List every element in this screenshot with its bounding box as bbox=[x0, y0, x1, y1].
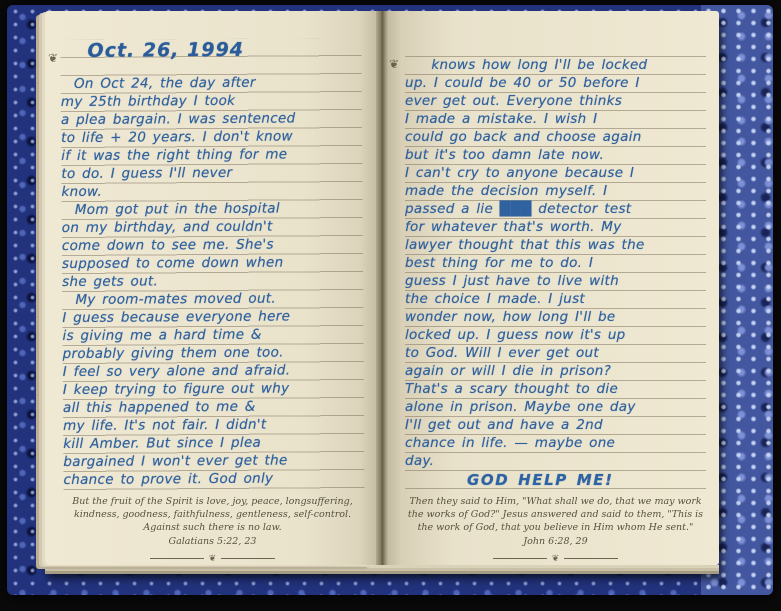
left-page-content bbox=[45, 11, 376, 565]
left-verse-block bbox=[62, 496, 363, 564]
right-verse-block bbox=[405, 496, 706, 564]
handwriting-line: my life. It's not fair. I didn't bbox=[63, 416, 267, 435]
handwriting-line: alone in prison. Maybe one day bbox=[405, 399, 636, 415]
handwriting-line: to do. I guess I'll never bbox=[61, 164, 233, 183]
handwriting-line: guess I just have to live with bbox=[405, 273, 619, 289]
handwriting-line: my 25th birthday I took bbox=[60, 92, 236, 111]
handwriting-line: know. bbox=[61, 183, 103, 201]
printed-verse: Then they said to Him, "What shall we do, that we may work the works of God?" Jesus answered and said to them, "This is the work of God, that you believe in Him whom He sent." bbox=[407, 496, 704, 533]
handwriting-line: I can't cry to anyone because I bbox=[405, 165, 635, 181]
divider-line bbox=[564, 558, 618, 559]
handwriting-line: the choice I made. I just bbox=[405, 291, 586, 307]
handwriting-line: is giving me a hard time & bbox=[62, 326, 262, 345]
verse-reference: John 6:28, 29 bbox=[523, 536, 588, 548]
handwriting-line: Mom got put in the hospital bbox=[61, 200, 280, 219]
verse-reference: Galatians 5:22, 23 bbox=[168, 536, 257, 548]
diary-cover bbox=[7, 5, 773, 595]
handwriting-line: ever get out. Everyone thinks bbox=[405, 93, 623, 109]
handwriting-line: My room-mates moved out. bbox=[62, 290, 277, 309]
divider-line bbox=[150, 558, 204, 559]
god-help-me-line: GOD HELP ME! bbox=[467, 471, 614, 489]
handwriting-line: but it's too damn late now. bbox=[405, 147, 605, 163]
diary-right-page bbox=[388, 11, 719, 565]
left-ruled-area bbox=[60, 38, 364, 492]
handwriting-line: knows how long I'll be locked bbox=[405, 57, 648, 73]
left-handwriting-lines bbox=[61, 74, 365, 490]
handwriting-line: if it was the right thing for me bbox=[61, 146, 288, 165]
handwriting-line: I made a mistake. I wish I bbox=[405, 111, 598, 127]
divider-flourish-icon: ❦ bbox=[208, 553, 217, 564]
handwriting-line: a plea bargain. I was sentenced bbox=[60, 110, 296, 129]
handwriting-line: day. bbox=[405, 453, 435, 469]
handwriting-line: bargained I won't ever get the bbox=[63, 452, 288, 471]
divider-ornament bbox=[62, 553, 363, 564]
handwriting-line: on my birthday, and couldn't bbox=[61, 218, 273, 237]
handwriting-line: I'll get out and have a 2nd bbox=[405, 417, 603, 433]
handwriting-line: I feel so very alone and afraid. bbox=[62, 362, 291, 381]
handwriting-line: That's a scary thought to die bbox=[405, 381, 619, 397]
handwriting-line: best thing for me to do. I bbox=[405, 255, 594, 271]
handwriting-line: to God. Will I ever get out bbox=[405, 345, 599, 361]
handwriting-line: chance in life. — maybe one bbox=[405, 435, 616, 451]
handwriting-line: could go back and choose again bbox=[405, 129, 642, 145]
book-gutter bbox=[376, 11, 388, 565]
entry-date: Oct. 26, 1994 bbox=[87, 38, 245, 62]
handwriting-line: probably giving them one too. bbox=[62, 344, 284, 363]
handwriting-line: kill Amber. But since I plea bbox=[63, 434, 262, 453]
handwriting-line: for whatever that's worth. My bbox=[405, 219, 622, 235]
handwriting-line: I guess because everyone here bbox=[62, 308, 291, 327]
divider-line bbox=[493, 558, 547, 559]
right-handwriting-lines bbox=[405, 57, 706, 471]
page-flourish-icon: ❦ bbox=[389, 57, 400, 71]
diary-left-page bbox=[45, 11, 376, 565]
handwriting-line: I keep trying to figure out why bbox=[62, 380, 290, 399]
printed-verse: But the fruit of the Spirit is love, joy, peace, longsuffering, kindness, goodness, faithfulness, gentleness, self-control. Against such there is no law. bbox=[72, 496, 353, 533]
handwriting-line: made the decision myself. I bbox=[405, 183, 608, 199]
blank-ruled-line bbox=[405, 39, 706, 57]
right-ruled-area bbox=[405, 39, 706, 491]
open-pages bbox=[45, 11, 719, 565]
divider-ornament bbox=[405, 553, 706, 564]
handwriting-line: supposed to come down when bbox=[61, 254, 284, 273]
handwriting-line: come down to see me. She's bbox=[61, 236, 274, 255]
handwriting-line: chance to prove it. God only bbox=[63, 470, 274, 489]
handwriting-line: up. I could be 40 or 50 before I bbox=[405, 75, 640, 91]
handwriting-line: to life + 20 years. I don't know bbox=[61, 128, 293, 147]
divider-flourish-icon: ❦ bbox=[551, 553, 560, 564]
handwriting-line: wonder now, how long I'll be bbox=[405, 309, 616, 325]
page-flourish-icon: ❦ bbox=[48, 51, 59, 65]
handwriting-line: she gets out. bbox=[62, 273, 159, 291]
divider-line bbox=[221, 558, 275, 559]
handwriting-line: On Oct 24, the day after bbox=[60, 74, 256, 93]
right-page-content bbox=[388, 11, 719, 565]
handwriting-line: all this happened to me & bbox=[62, 398, 256, 417]
handwriting-line: again or will I die in prison? bbox=[405, 363, 612, 379]
handwriting-line: lawyer thought that this was the bbox=[405, 237, 645, 253]
handwriting-line: passed a lie ███ detector test bbox=[405, 201, 632, 217]
handwriting-line: locked up. I guess now it's up bbox=[405, 327, 626, 343]
